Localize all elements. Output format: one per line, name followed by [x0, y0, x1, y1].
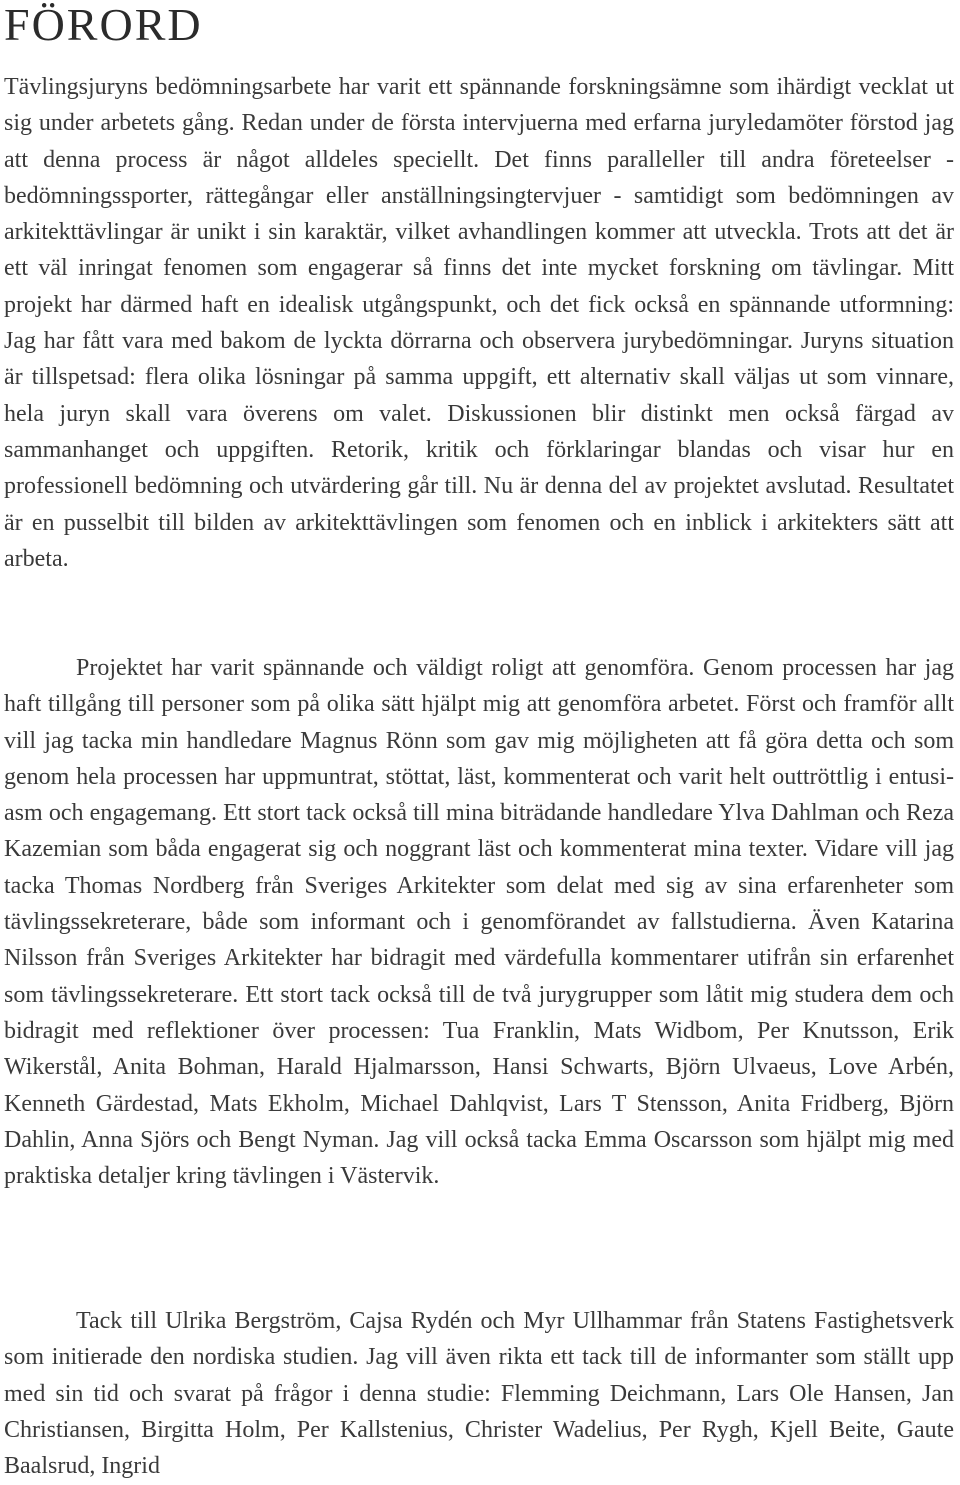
page-title: FÖRORD — [4, 0, 203, 50]
body-paragraph-2: Projektet har varit spännande och väldigt roligt att genomföra. Genom processen har jag haft tillgång till personer som på olika sätt hjälpt mig att genomföra arbetet. Först och framför allt vill jag tacka min handledare Magnus Rönn som gav mig möjligheten att få göra detta och som genom hela processen har uppmuntrat, stöttat, läst, kommenterat och varit helt outtröttlig i entusiasm och engagemang. Ett stort tack också till mina biträdande handledare Ylva Dahlman och Reza Kazemian som båda engagerat sig och noggrant läst och kommenterat mina texter. Vidare vill jag tacka Thomas Nordberg från Sveriges Arkitekter som delat med sig av sina erfarenheter som tävlingssekreterare, både som informant och i genomförandet av fallstudierna. Även Katarina Nilsson från Sveriges Arkitekter har bidragit med värdefulla kommentarer utifrån sin erfarenhet som tävlingssekreterare. Ett stort tack också till de två jurygrupper som låtit mig studera dem och bidragit med reflektioner över processen: Tua Franklin, Mats Widbom, Per Knutsson, Erik Wikerstål, Anita Bohman, Harald Hjalmarsson, Hansi Schwarts, Björn Ulvaeus, Love Arbén, Kenneth Gärdestad, Mats Ekholm, Michael Dahlqvist, Lars T Stensson, Anita Fridberg, Björn Dahlin, Anna Sjörs och Bengt Nyman. Jag vill också tacka Emma Oscarsson som hjälpt mig med praktiska detaljer kring tävlingen i Västervik. — [4, 655, 954, 1190]
body-paragraph-3: Tack till Ulrika Bergström, Cajsa Rydén och Myr Ullhammar från Statens Fastighetsverk som initierade den nordiska studien. Jag vill även rikta ett tack till de informanter som ställt upp med sin tid och svarat på frågor i denna studie: Flemming Deichmann, Lars Ole Hansen, Jan Christiansen, Birgitta Holm, Per Kallstenius, Christer Wadelius, Per Rygh, Kjell Beite, Gaute Baalsrud, Ingrid — [4, 1308, 954, 1480]
body-paragraph-1: Tävlingsjuryns bedömningsarbete har varit ett spännande forskningsämne som ihärdigt vecklat ut sig under arbetets gång. Redan under de första intervjuerna med erfarna juryledamöter förstod jag att denna process är något alldeles speciellt. Det finns paralleller till andra företeelser - bedömningssporter, rättegångar eller anställningsingtervjuer - samtidigt som bedömningen av arkitekttävlingar är unikt i sin karaktär, vilket avhandlingen kommer att utveckla. Trots att det är ett väl inringat fenomen som engagerar så finns det inte mycket forskning om tävlingar. Mitt projekt har därmed haft en idealisk utgångspunkt, och det fick också en spännande utformning: Jag har fått vara med bakom de lyckta dörrarna och observera jurybedömningar. Juryns situation är tillspetsad: flera olika lösningar på samma uppgift, ett alternativ skall väljas ut som vinnare, hela juryn skall vara överens om valet. Diskussionen blir distinkt men också färgad av sammanhanget och uppgiften. Retorik, kritik och förklaringar blandas och visar hur en professionell bedömning och utvärdering går till. Nu är denna del av projektet avslutad. Resultatet är en pusselbit till bilden av arkitekttävlingen som fenomen och en inblick i arkitekters sätt att arbeta. — [4, 74, 954, 572]
